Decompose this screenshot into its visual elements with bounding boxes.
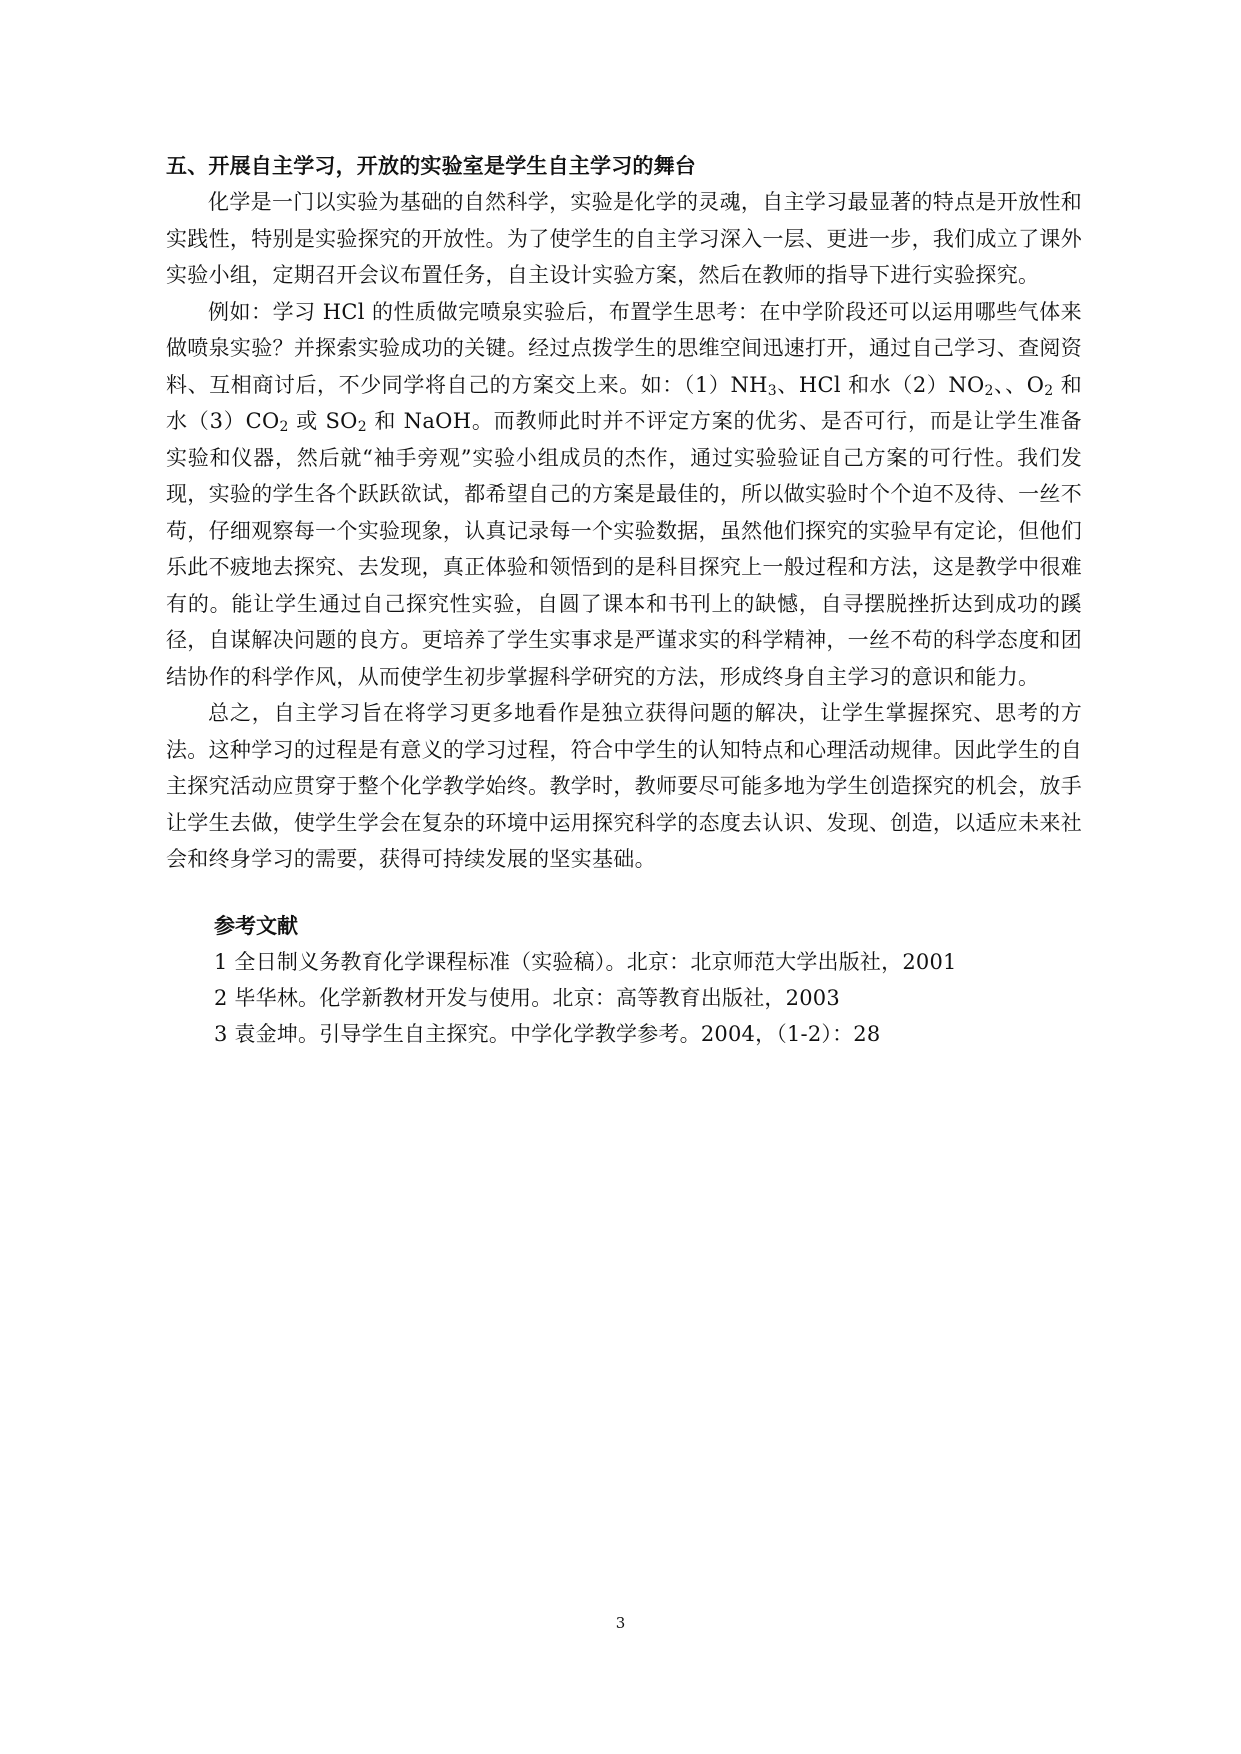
- paragraph-intro: 化学是一门以实验为基础的自然科学，实验是化学的灵魂，自主学习最显著的特点是开放性和实践性，特别是实验探究的开放性。为了使学生的自主学习深入一层、更进一步，我们成立了课外实验小组，定期召开会议布置任务，自主设计实验方案，然后在教师的指导下进行实验探究。: [166, 190, 1082, 287]
- example-text-1: 、HCl 和水（2）NO: [776, 372, 985, 397]
- reference-item: 2 毕华林。化学新教材开发与使用。北京：高等教育出版社，2003: [214, 985, 840, 1010]
- example-text-4: 或 SO: [288, 409, 358, 433]
- example-text-intro: 例如：学习 HCl 的性质做完喷泉实验后，布置学生思考：在中学阶段还可以运用哪些气体来做喷泉实验？并探索实验成功的关键。经过点拨学生的思维空间迅速打开，通过自己学习、查阅资料、互相商讨后，不少同学将自己的方案交上来。如：（1）NH: [166, 299, 1082, 397]
- subscript-2c: 2: [279, 419, 289, 435]
- reference-item: 3 袁金坤。引导学生自主探究。中学化学教学参考。2004，（1-2）：28: [214, 1021, 881, 1046]
- subscript-2b: 2: [1044, 382, 1054, 399]
- page-number: 3: [615, 1614, 626, 1632]
- reference-item: 1 全日制义务教育化学课程标准（实验稿）。北京：北京师范大学出版社，2001: [214, 949, 957, 974]
- subscript-3: 3: [767, 382, 777, 399]
- paragraph-example: [166, 294, 1082, 696]
- subscript-2d: 2: [357, 419, 367, 435]
- example-text-3: 和水（3）CO: [166, 372, 1082, 433]
- paragraph-conclusion: 总之，自主学习旨在将学习更多地看作是独立获得问题的解决，让学生掌握探究、思考的方法。这种学习的过程是有意义的学习过程，符合中学生的认知特点和心理活动规律。因此学生的自主探究活动应贯穿于整个化学教学始终。教学时，教师要尽可能多地为学生创造探究的机会，放手让学生去做，使学生学会在复杂的环境中运用探究科学的态度去认识、发现、创造，以适应未来社会和终身学习的需要，获得可持续发展的坚实基础。: [166, 701, 1082, 871]
- example-text-2: 、、O: [993, 372, 1045, 397]
- references-title: 参考文献: [214, 913, 298, 938]
- references-section: [166, 908, 1082, 1052]
- example-text-rest: 和 NaOH。而教师此时并不评定方案的优劣、是否可行，而是让学生准备实验和仪器，然后就“袖手旁观”实验小组成员的杰作，通过实验验证自己方案的可行性。我们发现，实验的学生各个跃跃欲试，都希望自己的方案是最佳的，所以做实验时个个迫不及待、一丝不苟，仔细观察每一个实验现象，认真记录每一个实验数据，虽然他们探究的实验早有定论，但他们乐此不疲地去探究、去发现，真正体验和领悟到的是科目探究上一般过程和方法，这是教学中很难有的。能让学生通过自己探究性实验，自圆了课本和书刊上的缺憾，自寻摆脱挫折达到成功的蹊径，自谋解决问题的良方。更培养了学生实事求是严谨求实的科学精神，一丝不苟的科学态度和团结协作的科学作风，从而使学生初步掌握科学研究的方法，形成终身自主学习的意识和能力。: [166, 409, 1082, 689]
- section-heading: 五、开展自主学习，开放的实验室是学生自主学习的舞台: [166, 154, 696, 178]
- page-content: [166, 148, 1082, 1052]
- subscript-2a: 2: [984, 382, 994, 399]
